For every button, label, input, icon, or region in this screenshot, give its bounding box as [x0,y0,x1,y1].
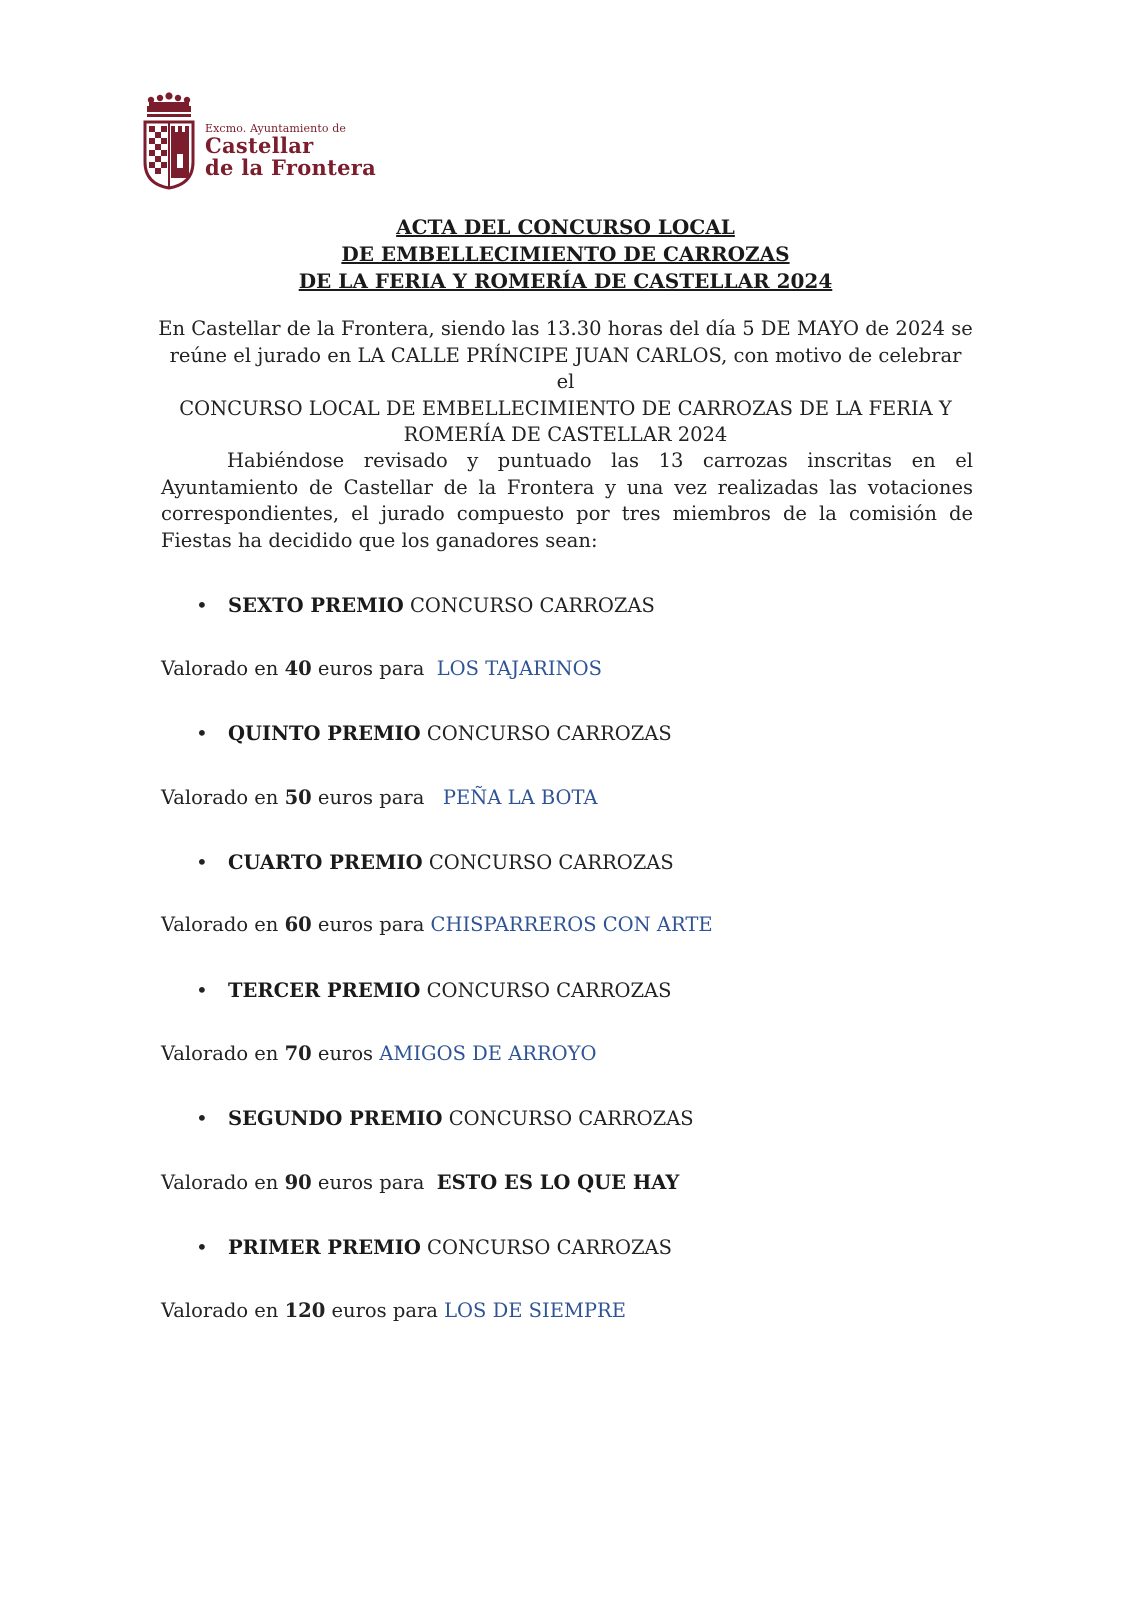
intro-line3: CONCURSO LOCAL DE EMBELLECIMIENTO DE CARROZAS DE LA FERIA Y [179,396,952,420]
title-line3: DE LA FERIA Y ROMERÍA DE CASTELLAR 2024 [298,269,833,293]
council-logo [143,92,377,192]
prize-winner: LOS DE SIEMPRE [444,1299,626,1322]
logo-text [205,122,376,179]
bullet: • [196,1106,208,1130]
prize-amount: 50 [284,786,312,809]
prize-heading [196,1105,694,1132]
document-title [0,214,1131,295]
value-prefix: Valorado en [161,786,285,809]
body-paragraph [161,448,973,554]
prize-category: CONCURSO CARROZAS [403,594,655,617]
coat-of-arms-icon [143,92,195,192]
prize-category: CONCURSO CARROZAS [422,851,674,874]
prize-winner: PEÑA LA BOTA [442,786,598,809]
value-suffix: euros para [311,913,431,936]
bullet: • [196,850,208,874]
prize-name: QUINTO PREMIO [228,722,421,745]
prize-value [161,912,713,938]
prize-amount: 90 [284,1171,312,1194]
prize-name: SEXTO PREMIO [228,594,404,617]
prize-heading [196,849,674,876]
value-prefix: Valorado en [161,1171,285,1194]
prize-value [161,1298,626,1324]
prize-heading [196,1234,672,1261]
body-paragraph-text: Habiéndose revisado y puntuado las 13 carrozas inscritas en el Ayuntamiento de Castellar de la Frontera y una vez realizadas las votaciones correspondientes, el jurado compuesto por tres miembros de la comisión de Fiestas ha decidido que los ganadores sean: [161,449,973,552]
value-prefix: Valorado en [161,1299,285,1322]
intro-paragraph [158,316,973,449]
prize-value [161,1041,597,1067]
prize-category: CONCURSO CARROZAS [420,979,672,1002]
prize-category: CONCURSO CARROZAS [420,722,672,745]
value-suffix: euros para [311,786,443,809]
prize-name: CUARTO PREMIO [228,851,423,874]
bullet: • [196,1235,208,1259]
intro-line4: ROMERÍA DE CASTELLAR 2024 [403,423,728,446]
prize-value [161,1170,679,1196]
prize-category: CONCURSO CARROZAS [420,1236,672,1259]
prize-name: TERCER PREMIO [228,979,421,1002]
intro-line2: reúne el jurado en LA CALLE PRÍNCIPE JUAN CARLOS, con motivo de celebrar el [169,343,962,393]
bullet: • [196,978,208,1002]
title-line1: ACTA DEL CONCURSO LOCAL [396,215,735,239]
prize-heading [196,592,655,619]
prize-amount: 40 [284,657,312,680]
prize-heading [196,977,671,1004]
prize-value [161,785,598,811]
logo-title-line1: Castellar [205,133,314,158]
prize-category: CONCURSO CARROZAS [442,1107,694,1130]
prize-amount: 70 [284,1042,312,1065]
prize-name: SEGUNDO PREMIO [228,1107,443,1130]
prize-winner: AMIGOS DE ARROYO [379,1042,597,1065]
value-suffix: euros para [311,657,437,680]
prize-amount: 60 [284,913,312,936]
logo-title-line2: de la Frontera [205,155,377,180]
value-suffix: euros [311,1042,380,1065]
value-prefix: Valorado en [161,913,285,936]
value-prefix: Valorado en [161,657,285,680]
prize-winner: CHISPARREROS CON ARTE [430,913,713,936]
bullet: • [196,721,208,745]
logo-subtitle: Excmo. Ayuntamiento de [205,122,346,135]
prize-winner: LOS TAJARINOS [436,657,602,680]
value-suffix: euros para [311,1171,437,1194]
prize-heading [196,720,672,747]
prize-name: PRIMER PREMIO [228,1236,421,1259]
prize-value [161,656,602,682]
value-prefix: Valorado en [161,1042,285,1065]
bullet: • [196,593,208,617]
intro-line1: En Castellar de la Frontera, siendo las 13.30 horas del día 5 DE MAYO de 2024 se [158,317,973,340]
prize-winner: ESTO ES LO QUE HAY [436,1171,680,1194]
value-suffix: euros para [325,1299,445,1322]
title-line2: DE EMBELLECIMIENTO DE CARROZAS [341,242,790,266]
prize-amount: 120 [284,1299,326,1322]
